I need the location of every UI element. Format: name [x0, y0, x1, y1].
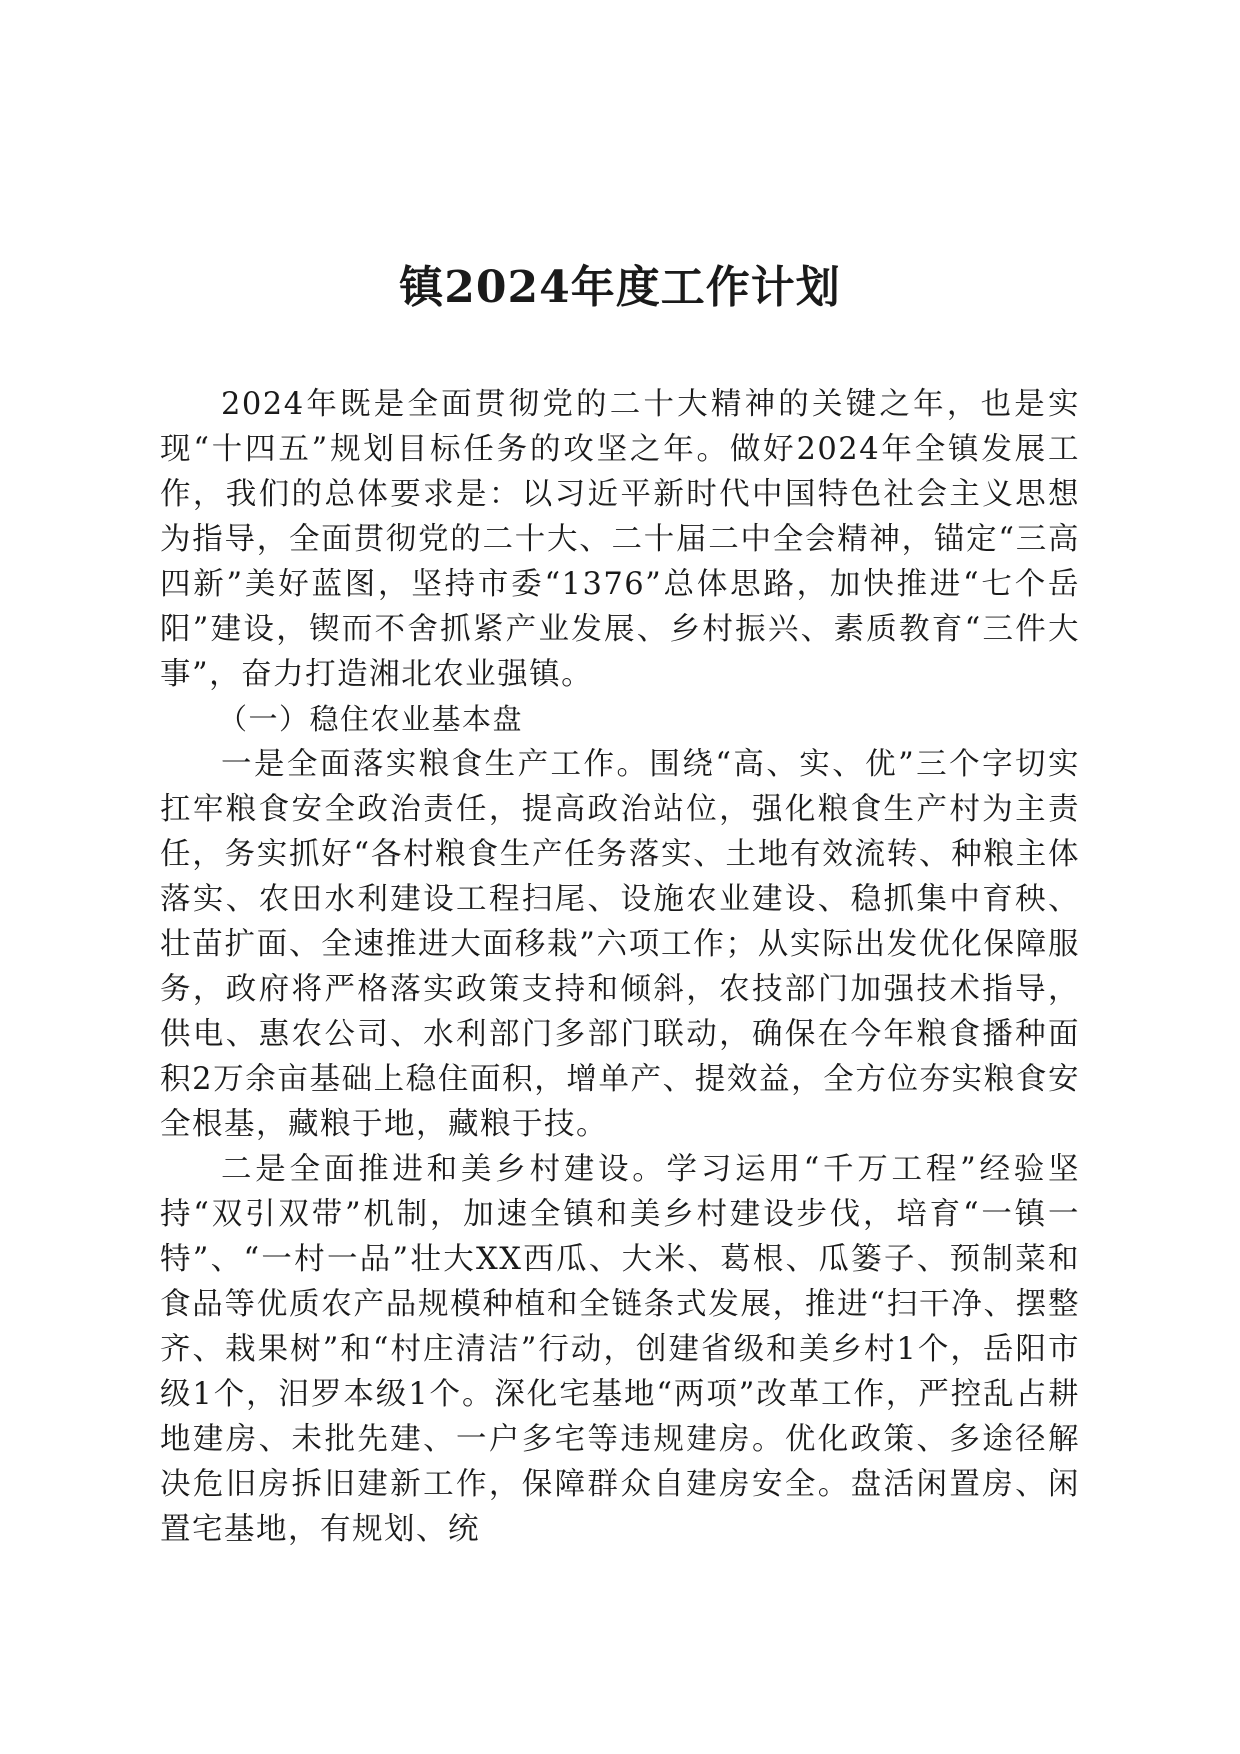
- item-2-paragraph: 二是全面推进和美乡村建设。学习运用“千万工程”经验坚持“双引双带”机制，加速全镇和美乡村建设步伐，培育“一镇一特”、“一村一品”壮大XX西瓜、大米、葛根、瓜篓子、预制菜和食品等优质农产品规模种植和全链条式发展，推进“扫干净、摆整齐、栽果树”和“村庄清洁”行动，创建省级和美乡村1个，岳阳市级1个，汨罗本级1个。深化宅基地“两项”改革工作，严控乱占耕地建房、未批先建、一户多宅等违规建房。优化政策、多途径解决危旧房拆旧建新工作，保障群众自建房安全。盘活闲置房、闲置宅基地，有规划、统: [160, 1152, 1080, 1547]
- item-1-paragraph: 一是全面落实粮食生产工作。围绕“高、实、优”三个字切实扛牢粮食安全政治责任，提高政治站位，强化粮食生产村为主责任，务实抓好“各村粮食生产任务落实、土地有效流转、种粮主体落实、农田水利建设工程扫尾、设施农业建设、稳抓集中育秧、壮苗扩面、全速推进大面移栽”六项工作；从实际出发优化保障服务，政府将严格落实政策支持和倾斜，农技部门加强技术指导，供电、惠农公司、水利部门多部门联动，确保在今年粮食播种面积2万余亩基础上稳住面积，增单产、提效益，全方位夯实粮食安全根基，藏粮于地，藏粮于技。: [160, 747, 1080, 1142]
- document-body: [160, 382, 1080, 1552]
- intro-paragraph: 2024年既是全面贯彻党的二十大精神的关键之年，也是实现“十四五”规划目标任务的攻坚之年。做好2024年全镇发展工作，我们的总体要求是：以习近平新时代中国特色社会主义思想为指导，全面贯彻党的二十大、二十届二中全会精神，锚定“三高四新”美好蓝图，坚持市委“1376”总体思路，加快推进“七个岳阳”建设，锲而不舍抓紧产业发展、乡村振兴、素质教育“三件大事”，奋力打造湘北农业强镇。: [160, 387, 1080, 692]
- section-heading: （一）稳住农业基本盘: [218, 702, 524, 736]
- document-title: 镇2024年度工作计划: [399, 262, 841, 313]
